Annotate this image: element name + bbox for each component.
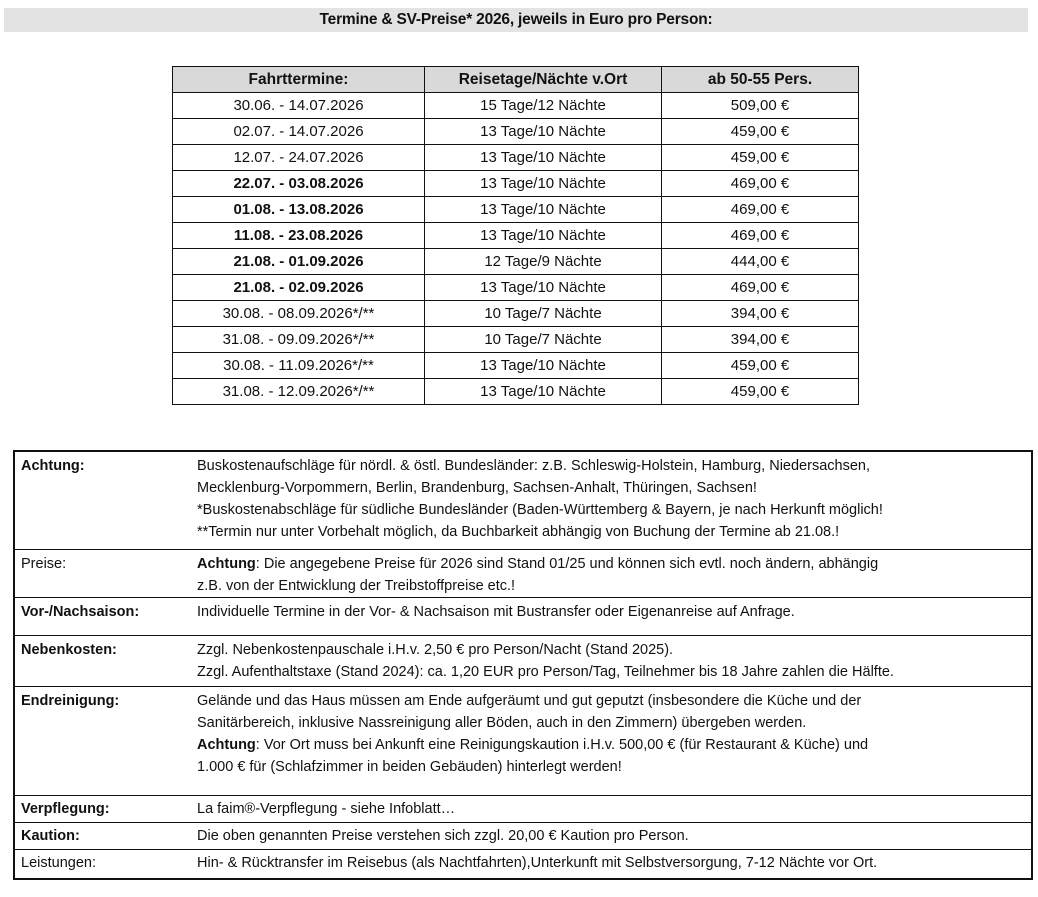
dates-cell: 01.08. - 13.08.2026 [173, 197, 425, 223]
info-line [197, 734, 1031, 756]
dates-cell: 31.08. - 12.09.2026*/** [173, 379, 425, 405]
dates-cell: 30.06. - 14.07.2026 [173, 93, 425, 119]
info-table [13, 450, 1033, 880]
bold-prefix: Achtung [197, 737, 256, 753]
info-row-verpflegung [15, 795, 1031, 822]
info-label: Achtung: [21, 458, 85, 474]
dates-cell: 02.07. - 14.07.2026 [173, 119, 425, 145]
dates-cell: 31.08. - 09.09.2026*/** [173, 327, 425, 353]
page-title: Termine & SV-Preise* 2026, jeweils in Euro pro Person: [4, 8, 1028, 32]
info-text: : Vor Ort muss bei Ankunft eine Reinigungskaution i.H.v. 500,00 € (für Restaurant & Küche) und [255, 737, 869, 753]
duration-cell: 13 Tage/10 Nächte [425, 119, 662, 145]
table-row [173, 93, 859, 119]
price-cell: 459,00 € [662, 145, 859, 171]
info-label: Verpflegung: [21, 801, 110, 817]
info-row-endreinigung [15, 686, 1031, 795]
info-row-kaution [15, 822, 1031, 849]
info-row-vorsaison [15, 597, 1031, 635]
price-cell: 394,00 € [662, 327, 859, 353]
info-line: z.B. von der Entwicklung der Treibstoffpreise etc.! [197, 578, 516, 594]
price-cell: 469,00 € [662, 197, 859, 223]
header-price: ab 50-55 Pers. [662, 67, 859, 93]
duration-cell: 13 Tage/10 Nächte [425, 353, 662, 379]
price-table [172, 66, 859, 405]
price-cell: 459,00 € [662, 119, 859, 145]
info-line: *Buskostenabschläge für südliche Bundesländer (Baden-Württemberg & Bayern, je nach Herkunft möglich! [197, 502, 883, 518]
dates-cell: 21.08. - 01.09.2026 [173, 249, 425, 275]
duration-cell: 13 Tage/10 Nächte [425, 171, 662, 197]
table-row [173, 275, 859, 301]
price-cell: 469,00 € [662, 275, 859, 301]
price-cell: 459,00 € [662, 353, 859, 379]
info-line: Gelände und das Haus müssen am Ende aufgeräumt und gut geputzt (insbesondere die Küche und der [197, 693, 862, 709]
duration-cell: 13 Tage/10 Nächte [425, 275, 662, 301]
info-content: La faim®-Verpflegung - siehe Infoblatt… [197, 801, 456, 817]
duration-cell: 13 Tage/10 Nächte [425, 145, 662, 171]
info-row-preise [15, 549, 1031, 597]
price-cell: 469,00 € [662, 223, 859, 249]
table-row [173, 119, 859, 145]
table-row [173, 249, 859, 275]
info-line: **Termin nur unter Vorbehalt möglich, da Buchbarkeit abhängig von Buchung der Termine ab 21.08.! [197, 524, 840, 540]
info-line [197, 553, 1031, 575]
dates-cell: 22.07. - 03.08.2026 [173, 171, 425, 197]
bold-prefix: Achtung [197, 556, 256, 572]
info-label: Leistungen: [21, 855, 96, 871]
info-content: Hin- & Rücktransfer im Reisebus (als Nachtfahrten),Unterkunft mit Selbstversorgung, 7-12 Nächte vor Ort. [197, 855, 878, 871]
info-label: Vor-/Nachsaison: [21, 604, 140, 620]
duration-cell: 10 Tage/7 Nächte [425, 301, 662, 327]
table-row [173, 327, 859, 353]
table-row [173, 353, 859, 379]
info-content [197, 452, 1031, 549]
info-line: Mecklenburg-Vorpommern, Berlin, Brandenburg, Sachsen-Anhalt, Thüringen, Sachsen! [197, 480, 757, 496]
info-text: : Die angegebene Preise für 2026 sind Stand 01/25 und können sich evtl. noch ändern, abhängig [255, 556, 879, 572]
table-row [173, 301, 859, 327]
duration-cell: 12 Tage/9 Nächte [425, 249, 662, 275]
price-table-header [173, 67, 859, 93]
info-content [197, 550, 1031, 597]
duration-cell: 13 Tage/10 Nächte [425, 197, 662, 223]
table-row [173, 223, 859, 249]
info-line: Zzgl. Aufenthaltstaxe (Stand 2024): ca. 1,20 EUR pro Person/Tag, Teilnehmer bis 18 Jahre zahlen die Hälfte. [197, 664, 894, 680]
dates-cell: 30.08. - 08.09.2026*/** [173, 301, 425, 327]
info-label: Nebenkosten: [21, 642, 117, 658]
duration-cell: 13 Tage/10 Nächte [425, 379, 662, 405]
info-line: Buskostenaufschläge für nördl. & östl. Bundesländer: z.B. Schleswig-Holstein, Hamburg, Niedersachsen, [197, 458, 870, 474]
price-cell: 509,00 € [662, 93, 859, 119]
table-row [173, 197, 859, 223]
info-content [197, 636, 1031, 686]
price-cell: 469,00 € [662, 171, 859, 197]
dates-cell: 12.07. - 24.07.2026 [173, 145, 425, 171]
dates-cell: 30.08. - 11.09.2026*/** [173, 353, 425, 379]
duration-cell: 13 Tage/10 Nächte [425, 223, 662, 249]
info-line: Sanitärbereich, inklusive Nassreinigung aller Böden, auch in den Zimmern) übergeben werden. [197, 715, 807, 731]
header-duration: Reisetage/Nächte v.Ort [425, 67, 662, 93]
info-row-leistungen [15, 849, 1031, 878]
header-dates: Fahrttermine: [173, 67, 425, 93]
table-row [173, 171, 859, 197]
info-line: 1.000 € für (Schlafzimmer in beiden Gebäuden) hinterlegt werden! [197, 759, 622, 775]
duration-cell: 10 Tage/7 Nächte [425, 327, 662, 353]
info-label: Endreinigung: [21, 693, 120, 709]
info-label: Preise: [21, 556, 67, 572]
info-content [197, 687, 1031, 795]
info-row-nebenkosten [15, 635, 1031, 686]
table-row [173, 145, 859, 171]
price-cell: 394,00 € [662, 301, 859, 327]
info-content: Die oben genannten Preise verstehen sich zzgl. 20,00 € Kaution pro Person. [197, 828, 689, 844]
info-label: Kaution: [21, 828, 80, 844]
dates-cell: 21.08. - 02.09.2026 [173, 275, 425, 301]
dates-cell: 11.08. - 23.08.2026 [173, 223, 425, 249]
price-cell: 459,00 € [662, 379, 859, 405]
info-row-achtung [15, 452, 1031, 549]
duration-cell: 15 Tage/12 Nächte [425, 93, 662, 119]
info-content: Individuelle Termine in der Vor- & Nachsaison mit Bustransfer oder Eigenanreise auf Anfrage. [197, 604, 795, 620]
info-line: Zzgl. Nebenkostenpauschale i.H.v. 2,50 € pro Person/Nacht (Stand 2025). [197, 642, 674, 658]
table-row [173, 379, 859, 405]
price-cell: 444,00 € [662, 249, 859, 275]
